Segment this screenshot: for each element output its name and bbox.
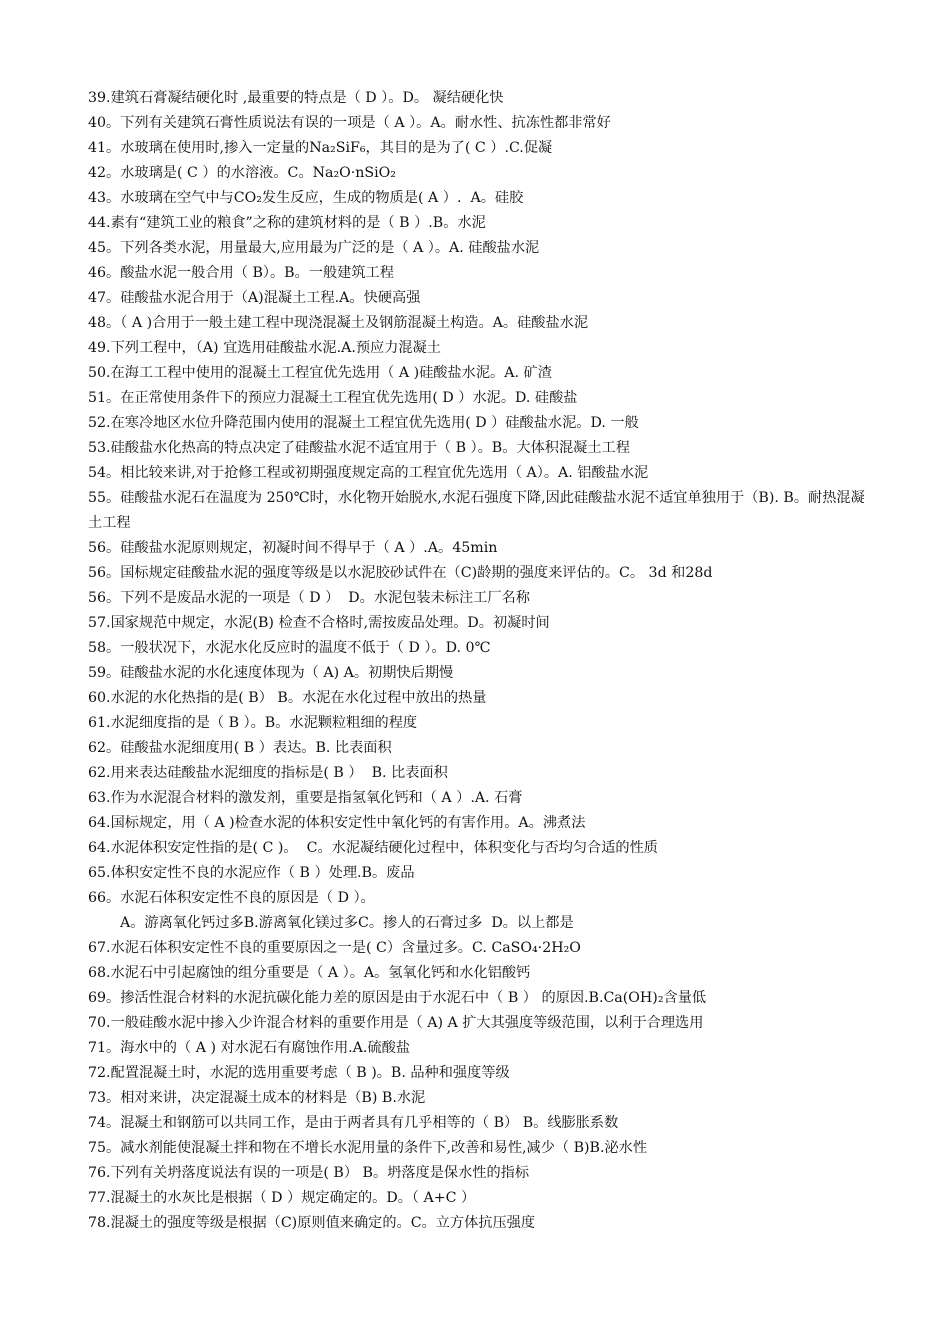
- question-58: 58。一般状况下，水泥水化反应时的温度不低于（ D ）。D. 0℃: [88, 640, 491, 656]
- question-75: 75。减水剂能使混凝土拌和物在不增长水泥用量的条件下,改善和易性,减少（ B)B.泌水性: [88, 1140, 648, 1156]
- question-61: 61.水泥细度指的是（ B ）。B。水泥颗粒粗细的程度: [88, 715, 418, 731]
- question-42: 42。水玻璃是( C ）的水溶液。C。Na₂O·nSiO₂: [88, 165, 396, 181]
- question-76: 76.下列有关坍落度说法有误的一项是( B） B。坍落度是保水性的指标: [88, 1165, 530, 1181]
- question-78: 78.混凝土的强度等级是根据（C)原则值来确定的。C。立方体抗压强度: [88, 1215, 536, 1231]
- question-53: 53.硅酸盐水化热高的特点决定了硅酸盐水泥不适宜用于（ B ）。B。大体积混凝土工程: [88, 440, 630, 456]
- question-40: 40。下列有关建筑石膏性质说法有误的一项是（ A ）。A。耐水性、抗冻性都非常好: [88, 115, 611, 131]
- question-68: 68.水泥石中引起腐蚀的组分重要是（ A ）。A。氢氧化钙和水化铝酸钙: [88, 965, 531, 981]
- question-62a: 62。硅酸盐水泥细度用( B ）表达。B. 比表面积: [88, 740, 392, 756]
- question-55: 55。硅酸盐水泥石在温度为 250℃时，水化物开始脱水,水泥石强度下降,因此硅酸盐水泥不适宜单独用于（B). B。耐热混凝土工程: [88, 490, 865, 531]
- question-71: 71。海水中的（ A ) 对水泥石有腐蚀作用.A.硫酸盐: [88, 1040, 411, 1056]
- question-66: 66。水泥石体积安定性不良的原因是（ D ）。: [88, 890, 375, 906]
- question-44: 44.素有“建筑工业的粮食”之称的建筑材料的是（ B ）.B。水泥: [88, 215, 486, 231]
- question-64a: 64.国标规定，用（ A )检查水泥的体积安定性中氧化钙的有害作用。A。沸煮法: [88, 815, 586, 831]
- question-56b: 56。国标规定硅酸盐水泥的强度等级是以水泥胶砂试件在（C)龄期的强度来评估的。C。 3d 和28d: [88, 565, 713, 581]
- question-56c: 56。下列不是废品水泥的一项是（ D ） D。水泥包装未标注工厂名称: [88, 590, 530, 606]
- question-64b: 64.水泥体积安定性指的是( C )。 C。水泥凝结硬化过程中，体积变化与否均匀合适的性质: [88, 840, 658, 856]
- question-72: 72.配置混凝土时，水泥的选用重要考虑（ B )。B. 品种和强度等级: [88, 1065, 510, 1081]
- question-70: 70.一般硅酸水泥中掺入少许混合材料的重要作用是（ A) A 扩大其强度等级范围，以利于合理选用: [88, 1015, 704, 1031]
- question-69: 69。掺活性混合材料的水泥抗碳化能力差的原因是由于水泥石中（ B ） 的原因.B.Ca(OH)₂含量低: [88, 990, 707, 1006]
- question-66-options: A。游离氧化钙过多B.游离氧化镁过多C。掺人的石膏过多 D。以上都是: [120, 915, 574, 931]
- question-63: 63.作为水泥混合材料的激发剂，重要是指氢氧化钙和（ A ）.A. 石膏: [88, 790, 523, 806]
- question-47: 47。硅酸盐水泥合用于（A)混凝土工程.A。快硬高强: [88, 290, 421, 306]
- question-45: 45。下列各类水泥，用量最大,应用最为广泛的是（ A ）。A. 硅酸盐水泥: [88, 240, 540, 256]
- question-60: 60.水泥的水化热指的是( B） B。水泥在水化过程中放出的热量: [88, 690, 487, 706]
- question-73: 73。相对来讲，决定混凝土成本的材料是（B) B.水泥: [88, 1090, 426, 1106]
- question-65: 65.体积安定性不良的水泥应作（ B ）处理.B。废品: [88, 865, 415, 881]
- question-67: 67.水泥石体积安定性不良的重要原因之一是( C）含量过多。C. CaSO₄·2H₂O: [88, 940, 581, 956]
- question-56a: 56。硅酸盐水泥原则规定，初凝时间不得早于（ A ）.A。45min: [88, 540, 498, 556]
- question-43: 43。水玻璃在空气中与CO₂发生反应，生成的物质是( A ）. A。硅胶: [88, 190, 524, 206]
- question-59: 59。硅酸盐水泥的水化速度体现为（ A) A。初期快后期慢: [88, 665, 454, 681]
- question-62b: 62.用来表达硅酸盐水泥细度的指标是( B ） B. 比表面积: [88, 765, 448, 781]
- document-page: [88, 86, 878, 1236]
- question-57: 57.国家规范中规定，水泥(B) 检查不合格时,需按废品处理。D。初凝时间: [88, 615, 550, 631]
- question-41: 41。水玻璃在使用时,掺入一定量的Na₂SiF₆，其目的是为了( C ）.C.促凝: [88, 140, 553, 156]
- question-51: 51。在正常使用条件下的预应力混凝土工程宜优先选用( D ）水泥。D. 硅酸盐: [88, 390, 578, 406]
- question-39: 39.建筑石膏凝结硬化时 ,最重要的特点是（ D ）。D。 凝结硬化快: [88, 90, 504, 106]
- question-77: 77.混凝土的水灰比是根据（ D ）规定确定的。D。（ A+C ）: [88, 1190, 476, 1206]
- question-54: 54。相比较来讲,对于抢修工程或初期强度规定高的工程宜优先选用（ A）。A. 铝酸盐水泥: [88, 465, 649, 481]
- question-52: 52.在寒冷地区水位升降范围内使用的混凝土工程宜优先选用( D ）硅酸盐水泥。D. 一般: [88, 415, 639, 431]
- question-74: 74。混凝土和钢筋可以共同工作，是由于两者具有几乎相等的（ B） B。线膨胀系数: [88, 1115, 619, 1131]
- question-46: 46。酸盐水泥一般合用（ B）。B。一般建筑工程: [88, 265, 394, 281]
- question-48: 48。（ A )合用于一般土建工程中现浇混凝土及钢筋混凝土构造。A。硅酸盐水泥: [88, 315, 589, 331]
- question-50: 50.在海工工程中使用的混凝土工程宜优先选用（ A )硅酸盐水泥。A. 矿渣: [88, 365, 552, 381]
- question-49: 49.下列工程中，（A) 宜选用硅酸盐水泥.A.预应力混凝土: [88, 340, 441, 356]
